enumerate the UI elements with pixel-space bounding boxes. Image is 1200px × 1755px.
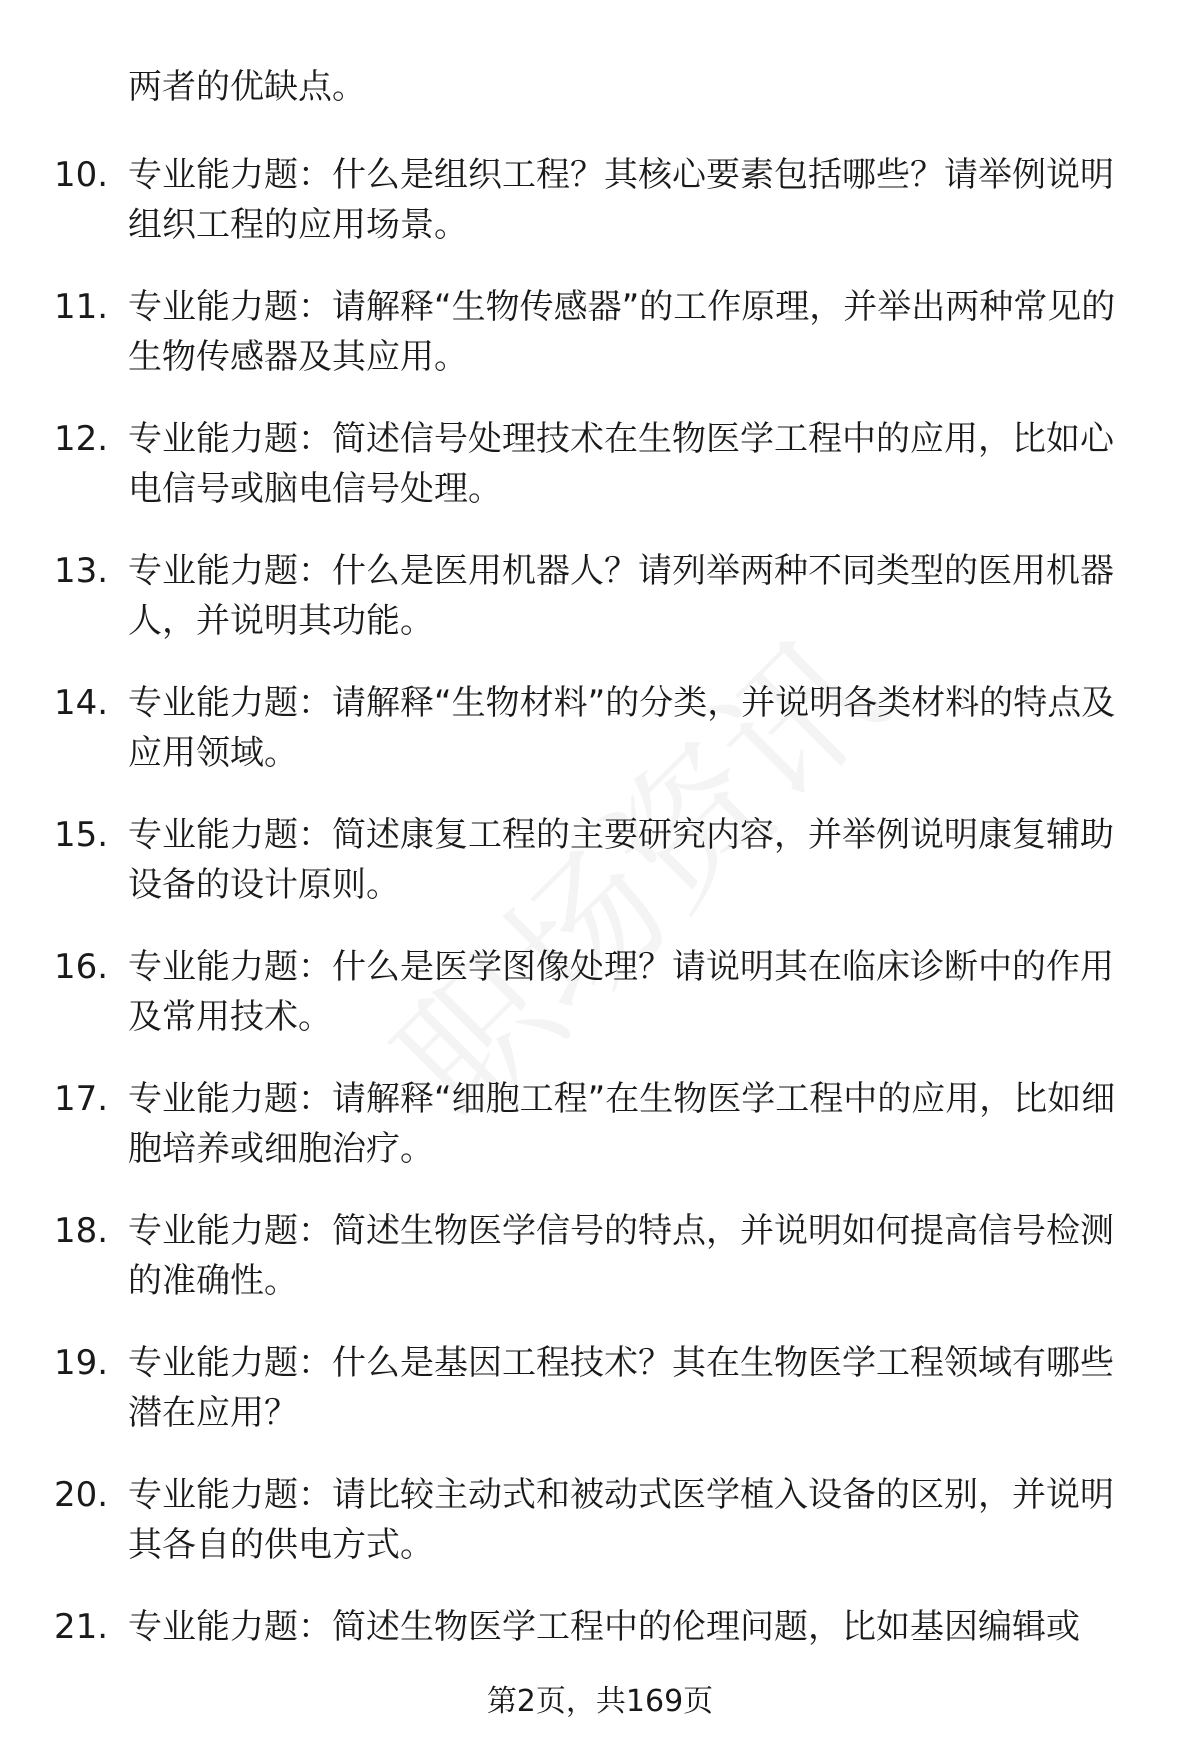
question-text: 专业能力题：什么是组织工程？其核心要素包括哪些？请举例说明组织工程的应用场景。 bbox=[128, 155, 1114, 245]
list-item bbox=[0, 414, 1200, 546]
list-item bbox=[0, 1338, 1200, 1470]
question-text: 专业能力题：请解释“生物传感器”的工作原理，并举出两种常见的生物传感器及其应用。 bbox=[128, 287, 1116, 377]
question-number: 13. bbox=[54, 551, 109, 591]
list-item bbox=[0, 678, 1200, 810]
question-number: 21. bbox=[54, 1607, 109, 1647]
list-item bbox=[0, 150, 1200, 282]
question-text: 专业能力题：请解释“生物材料”的分类，并说明各类材料的特点及应用领域。 bbox=[128, 683, 1116, 773]
question-number: 12. bbox=[54, 419, 109, 459]
question-number: 20. bbox=[54, 1475, 109, 1515]
list-item bbox=[0, 546, 1200, 678]
question-number: 17. bbox=[54, 1079, 109, 1119]
list-item bbox=[0, 1470, 1200, 1602]
list-item bbox=[0, 810, 1200, 942]
question-list bbox=[0, 150, 1200, 1734]
question-text: 专业能力题：什么是基因工程技术？其在生物医学工程领域有哪些潜在应用？ bbox=[128, 1343, 1114, 1433]
page-footer: 第2页，共169页 bbox=[486, 1684, 714, 1719]
question-number: 19. bbox=[54, 1343, 109, 1383]
question-number: 10. bbox=[54, 155, 109, 195]
question-number: 18. bbox=[54, 1211, 109, 1251]
question-number: 16. bbox=[54, 947, 109, 987]
question-text: 专业能力题：简述信号处理技术在生物医学工程中的应用，比如心电信号或脑电信号处理。 bbox=[128, 419, 1114, 509]
continuation-text: 两者的优缺点。 bbox=[128, 67, 366, 107]
question-number: 14. bbox=[54, 683, 109, 723]
list-item bbox=[0, 942, 1200, 1074]
question-text: 专业能力题：什么是医学图像处理？请说明其在临床诊断中的作用及常用技术。 bbox=[128, 947, 1114, 1037]
list-item bbox=[0, 282, 1200, 414]
question-text: 专业能力题：请解释“细胞工程”在生物医学工程中的应用，比如细胞培养或细胞治疗。 bbox=[128, 1079, 1116, 1169]
question-text: 专业能力题：简述生物医学信号的特点，并说明如何提高信号检测的准确性。 bbox=[128, 1211, 1114, 1301]
question-number: 11. bbox=[54, 287, 109, 327]
question-text: 专业能力题：简述康复工程的主要研究内容，并举例说明康复辅助设备的设计原则。 bbox=[128, 815, 1114, 905]
question-text: 专业能力题：什么是医用机器人？请列举两种不同类型的医用机器人，并说明其功能。 bbox=[128, 551, 1114, 641]
list-item bbox=[0, 1074, 1200, 1206]
question-text: 专业能力题：请比较主动式和被动式医学植入设备的区别，并说明其各自的供电方式。 bbox=[128, 1475, 1114, 1565]
question-text: 专业能力题：简述生物医学工程中的伦理问题，比如基因编辑或 bbox=[128, 1607, 1080, 1647]
list-item bbox=[0, 1206, 1200, 1338]
question-number: 15. bbox=[54, 815, 109, 855]
